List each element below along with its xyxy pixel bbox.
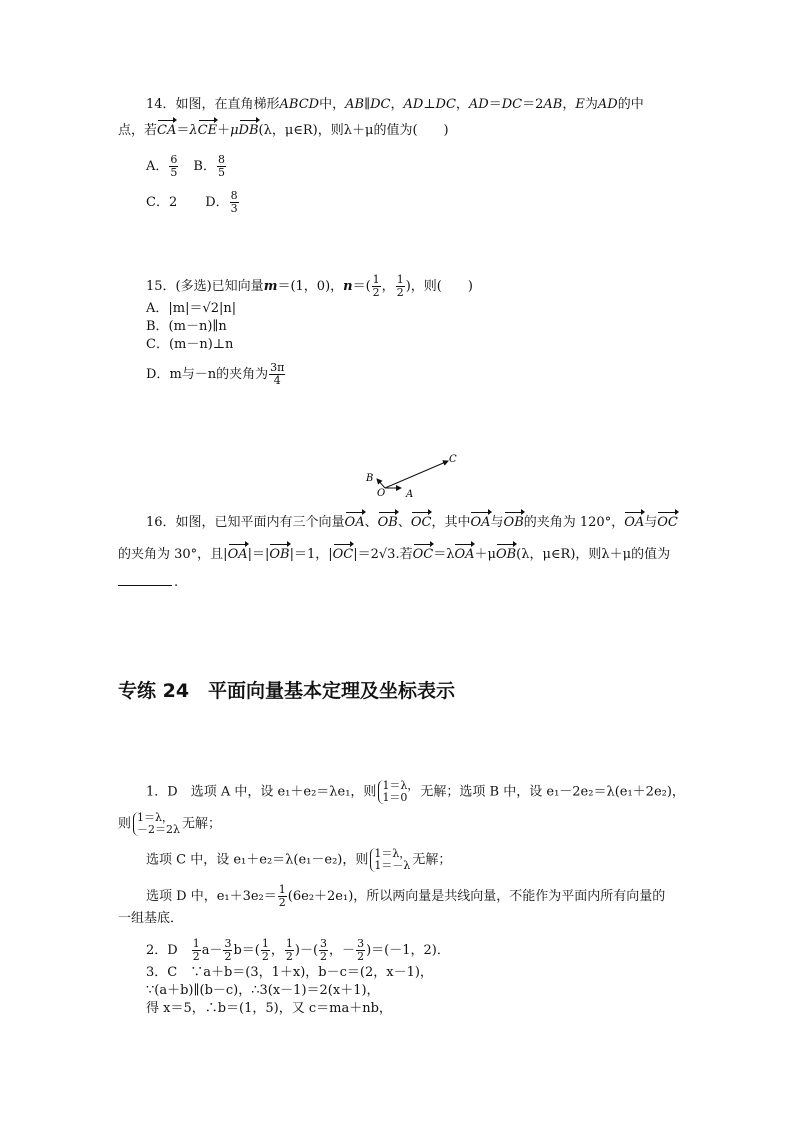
text: 为 (584, 97, 598, 112)
text: (λ，μ∈R)，则λ＋μ的值为 (516, 547, 671, 562)
fraction (372, 274, 381, 299)
answer-3-line-3: 得 x＝5，∴b＝(1，5)，又 c＝ma＋nb， (146, 1001, 392, 1016)
fraction (396, 274, 405, 299)
option-a-label: A． (146, 159, 169, 174)
numerator: 1 (261, 937, 269, 950)
denominator: 5 (170, 166, 178, 179)
vector-oa: OA (470, 515, 491, 530)
vector-ob: OB (503, 515, 524, 530)
vector-ob: OB (269, 547, 290, 562)
fraction (278, 884, 287, 909)
numerator: 3 (320, 937, 328, 950)
vector-oc: OC (332, 547, 354, 562)
vector-oa: OA (624, 515, 645, 530)
numerator: 1 (372, 273, 380, 286)
fraction (319, 938, 328, 963)
text: 则 (118, 816, 132, 832)
text: 中， (319, 97, 346, 112)
text: 的中 (617, 97, 644, 112)
text: AD (597, 97, 618, 112)
vector-ca: CA (157, 123, 177, 138)
denominator: 2 (396, 286, 404, 299)
denominator: 4 (273, 374, 281, 387)
text: ⊥ (423, 97, 436, 112)
text: 的夹角为 120°， (523, 515, 625, 530)
numerator: 1 (278, 883, 286, 896)
equation: 1＝λ， (374, 847, 411, 860)
text: ＝ (488, 97, 502, 112)
text: E (575, 97, 585, 112)
text: . (174, 575, 179, 590)
q16-line-1 (146, 514, 678, 532)
fraction (356, 938, 365, 963)
fraction (217, 154, 226, 179)
answer-2 (146, 938, 450, 963)
denominator: 2 (285, 950, 293, 963)
text: 、 (397, 515, 411, 530)
text: ， (562, 97, 576, 112)
text: 的夹角为 30°，且| (118, 547, 228, 562)
answer-3-line-1: 3．C ∵a＋b＝(3，1＋x)，b－c＝(2，x－1)， (146, 965, 433, 980)
text: AB (345, 97, 365, 112)
text: ， (455, 97, 469, 112)
q15-option-a: A．|m|＝√2|n| (146, 301, 237, 316)
q15-option-c: C．(m－n)⊥n (146, 337, 234, 352)
equation-system (370, 848, 410, 872)
answer-1-line-4 (146, 884, 665, 909)
text: ＝(1，0)， (277, 279, 344, 294)
text: 选项 C 中，设 e₁＋e₂＝λ(e₁－e₂)，则 (146, 852, 369, 868)
q16-line-2 (118, 546, 670, 564)
text: 选项 D 中，e₁＋3e₂＝ (146, 889, 277, 904)
answer-1-line-2 (118, 812, 221, 836)
answer-blank (118, 585, 172, 586)
numerator: 3 (357, 937, 365, 950)
text: DC (370, 97, 391, 112)
equation: 1＝－λ (374, 859, 411, 872)
text: n (343, 279, 353, 294)
answer-1-line-3 (146, 848, 451, 872)
text: 点，若 (118, 123, 158, 138)
equation: 1＝λ， (382, 779, 419, 792)
text: ABCD (279, 97, 320, 112)
fraction (261, 938, 270, 963)
text: |＝1，| (289, 547, 333, 562)
option-b-label: B． (193, 159, 216, 174)
q15-stem (146, 274, 473, 299)
text: ＝ (176, 123, 190, 138)
denominator: 5 (217, 166, 225, 179)
vector-oa: OA (454, 547, 475, 562)
text: AD (468, 97, 489, 112)
vector-figure (360, 448, 470, 500)
numerator: 8 (230, 189, 238, 202)
q16-line-3 (118, 574, 178, 592)
numerator: 1 (396, 273, 404, 286)
text: )－( (294, 943, 319, 958)
denominator: 2 (372, 286, 380, 299)
q15-option-d (146, 362, 286, 387)
fraction (230, 190, 239, 215)
text: )，则( ) (405, 279, 473, 294)
text: ， (270, 943, 284, 958)
label-b: B (366, 473, 374, 484)
text: ， (390, 97, 404, 112)
denominator: 2 (224, 950, 232, 963)
text: AB (543, 97, 563, 112)
vector-ob: OB (495, 547, 517, 562)
vector-db: DB (238, 123, 259, 138)
denominator: 2 (278, 896, 286, 909)
text: 16．如图，已知平面内有三个向量 (146, 515, 345, 530)
text: b＝( (233, 943, 260, 958)
text: μ (230, 123, 239, 138)
q14-options-ab (146, 154, 227, 179)
vector-oa: OA (227, 547, 248, 562)
vector-oc: OC (410, 515, 432, 530)
denominator: 3 (230, 202, 238, 215)
text: 与 (644, 515, 658, 530)
text: |＝| (247, 547, 270, 562)
text: DC (435, 97, 456, 112)
text: 14．如图，在直角梯形 (146, 97, 280, 112)
text: D． (146, 367, 170, 382)
answer-3-line-2: ∵(a＋b)∥(b－c)，∴3(x－1)＝2(x＋1)， (146, 983, 380, 998)
numerator: 3 (224, 937, 232, 950)
numerator: 1 (285, 937, 293, 950)
denominator: 2 (357, 950, 365, 963)
text: 1．D 选项 A 中，设 e₁＋e₂＝λe₁，则 (146, 784, 377, 800)
text: ，其中 (431, 515, 471, 530)
fraction (269, 362, 285, 387)
equation: 1＝0 (382, 791, 408, 804)
fraction (192, 938, 201, 963)
text: 2．D (146, 943, 191, 958)
vector-ce: CE (197, 123, 218, 138)
numerator: 6 (170, 153, 178, 166)
answer-1-line-1 (146, 780, 685, 804)
vector-ob-line (377, 479, 385, 488)
q15-option-b: B．(m－n)∥n (146, 319, 227, 334)
text: ＝2 (522, 97, 544, 112)
numerator: 1 (192, 937, 200, 950)
text: ＋ (217, 123, 231, 138)
text: ＋μ (474, 547, 496, 562)
equation-system (378, 780, 418, 804)
fraction (285, 938, 294, 963)
vector-oc-line (385, 461, 448, 488)
vector-oc: OC (412, 547, 434, 562)
equation: －2＝2λ (137, 823, 180, 836)
text: λ (189, 123, 198, 138)
text: 、 (364, 515, 378, 530)
fraction (169, 154, 178, 179)
text: DC (501, 97, 523, 112)
text: ＝λ (433, 547, 455, 562)
equation: 1＝λ， (137, 811, 173, 824)
text: 无解； (181, 816, 221, 832)
answer-1-line-5: 一组基底． (118, 911, 184, 926)
option-c-label: C．2 (146, 195, 178, 210)
fraction (223, 938, 232, 963)
text: |＝2√3.若 (353, 547, 413, 562)
denominator: 2 (192, 950, 200, 963)
text: 无解；选项 B 中，设 e₁－2e₂＝λ(e₁＋2e₂)， (420, 784, 685, 800)
text: 15．(多选)已知向量 (146, 279, 264, 294)
label-o: O (377, 488, 386, 499)
text: ∥ (364, 97, 371, 112)
text: ＝( (352, 279, 371, 294)
q14-line-2 (118, 122, 449, 140)
vector-oa: OA (344, 515, 365, 530)
label-c: C (449, 454, 457, 465)
numerator: 8 (217, 153, 225, 166)
vector-ob: OB (377, 515, 398, 530)
text: )＝(－1，2)． (366, 943, 450, 958)
text: a－ (201, 943, 223, 958)
text: m与－n的夹角为 (169, 367, 269, 382)
numerator: 3π (270, 361, 285, 374)
q14-line-1 (146, 96, 644, 114)
text: AD (403, 97, 424, 112)
text: ， (381, 279, 395, 294)
text: (6e₂＋2e₁)，所以两向量是共线向量，不能作为平面内所有向量的 (287, 889, 666, 904)
denominator: 2 (320, 950, 328, 963)
text: 与 (490, 515, 504, 530)
denominator: 2 (261, 950, 269, 963)
vector-oc: OC (657, 515, 678, 530)
label-a: A (406, 489, 414, 500)
q14-options-cd (146, 190, 240, 215)
section-title: 专练 24 平面向量基本定理及坐标表示 (118, 680, 456, 702)
text: 无解； (412, 852, 452, 868)
text: ，－ (329, 943, 356, 958)
option-d-label: D． (205, 195, 229, 210)
text: m (263, 279, 278, 294)
text: (λ，μ∈R)，则λ＋μ的值为( ) (258, 123, 449, 138)
equation-system (133, 812, 180, 836)
